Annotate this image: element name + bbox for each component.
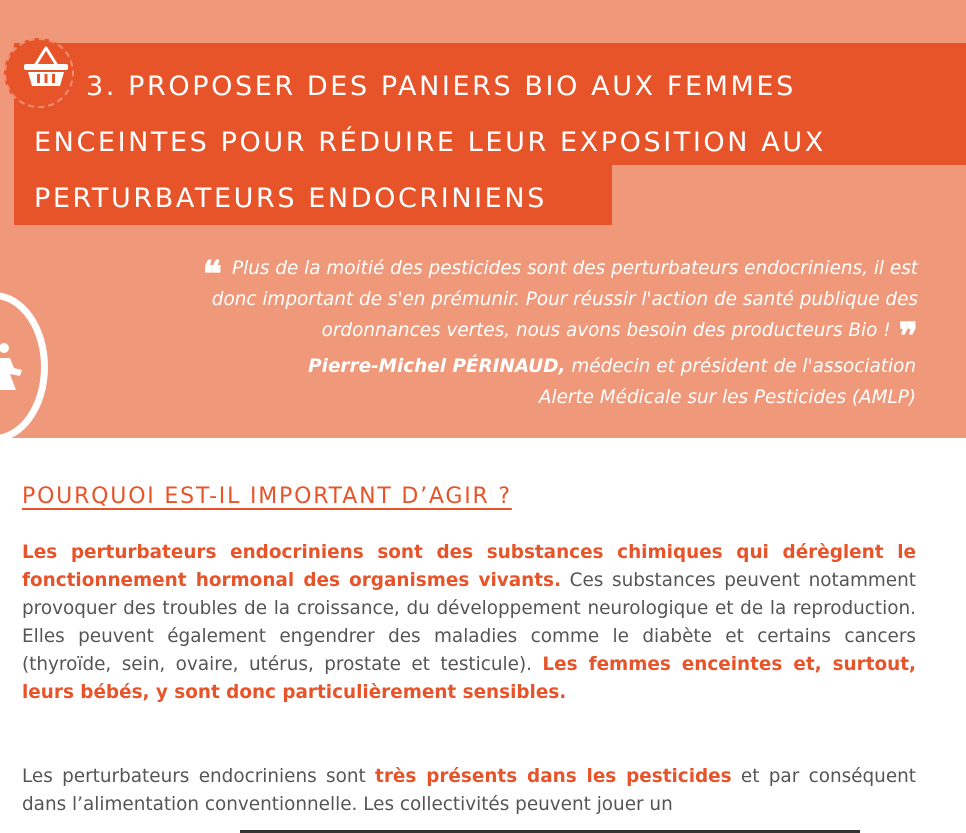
author-name: Pierre-Michel PÉRINAUD, [308,356,566,377]
paragraph-text: Les perturbateurs endocriniens sont [22,766,376,787]
paragraph-emphasis: très présents dans les pesticides [375,766,732,787]
pregnant-woman-icon [0,340,30,400]
page-title [34,59,954,227]
testimonial-quote [70,253,918,357]
paragraph-text: et par conséquent dans l’alimentation conventionnelle. Les collectivités peuvent jouer un [22,766,917,815]
title-line-2: ENCEINTES POUR RÉDUIRE LEUR EXPOSITION AUX [34,127,826,158]
quote-line-2: donc important de s'en prémunir. Pour réussir l'action de santé publique des [211,289,918,310]
title-line-1: 3. PROPOSER DES PANIERS BIO AUX FEMMES [86,71,796,102]
paragraph-text: Ces substances peuvent notamment provoquer des troubles de la croissance, du développement neurologique et de la reproduction. Elles peuvent également engendrer des maladies comme le diabète et certains cancers (thyroïde, sein, ovaire, utérus, prostate et testicule). [22,570,916,675]
basket-icon [20,44,72,90]
open-quote-icon: ❝ [202,253,223,295]
close-quote-icon: ❞ [898,315,918,357]
section-heading: POURQUOI EST-IL IMPORTANT D’AGIR ? [22,484,512,509]
quote-author [200,351,916,413]
paragraph-emphasis: Les femmes enceintes et, surtout, leurs bébés, y sont donc particulièrement sensibles. [22,654,917,703]
title-line-3: PERTURBATEURS ENDOCRINIENS [34,183,547,214]
paragraph-pesticides [22,763,916,819]
paragraph-emphasis: Les perturbateurs endocriniens sont des substances chimiques qui dérèglent le fonctionnement hormonal des organismes vivants. [22,542,916,591]
author-role-2: Alerte Médicale sur les Pesticides (AMLP) [538,387,916,408]
author-role-1: médecin et président de l'association [571,356,916,377]
quote-line-1: Plus de la moitié des pesticides sont des perturbateurs endocriniens, il est [232,258,918,279]
paragraph-why-act [22,539,916,707]
title-block [14,43,966,225]
quote-line-3: ordonnances vertes, nous avons besoin des producteurs Bio ! [321,320,891,341]
